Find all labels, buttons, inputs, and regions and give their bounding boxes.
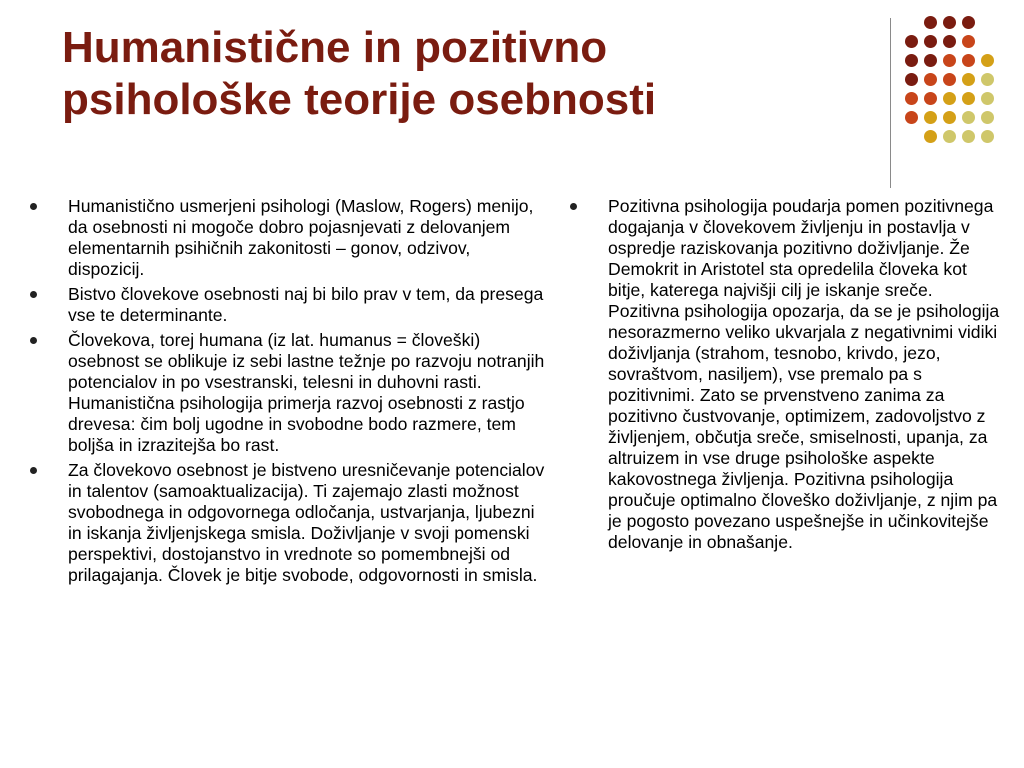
decorative-dot [981,111,994,124]
decorative-dot [943,16,956,29]
decorative-dot [924,73,937,86]
slide-title-line-2: psihološke teorije osebnosti [62,75,657,124]
bullet-text: Človekova, torej humana (iz lat. humanus = človeški) osebnost se oblikuje iz sebi lastne težnje po razvoju notranjih potencialov in po vsestranski, telesni in duhovni rasti. Humanistična psihologija primerja razvoj osebnosti z rastjo drevesa: čim bolj ugodne in svobodne bodo razmere, tem boljša in izrazitejša bo rast. [68,330,545,455]
list-item [28,330,548,456]
decorative-dot [905,54,918,67]
bullet-icon [30,291,37,298]
bullet-text: Bistvo človekove osebnosti naj bi bilo prav v tem, da presega vse te determinante. [68,284,544,325]
decorative-dot [905,73,918,86]
bullet-text: Humanistično usmerjeni psihologi (Maslow, Rogers) menijo, da osebnosti ni mogoče dobro pojasnjevati z delovanjem elementarnih psihičnih zakonitosti – gonov, odzivov, dispozicij. [68,196,534,279]
decorative-dot [943,130,956,143]
decorative-dot [943,73,956,86]
decorative-dot [981,54,994,67]
slide-title [62,22,862,126]
bullet-text: Za človekovo osebnost je bistveno uresničevanje potencialov in talentov (samoaktualizacija). Ti zajemajo zlasti možnost svobodnega in odgovornega odločanja, ustvarjanja, ljubezni in iskanja življenjskega smisla. Doživljanje v svoji pomenski perspektivi, dostojanstvo in vrednote so pomembnejši od prilagajanja. Človek je bitje svobode, odgovornosti in smisla. [68,460,545,585]
decorative-dot [924,130,937,143]
decorative-dot [981,73,994,86]
list-item [28,196,548,280]
left-bullet-list [28,196,548,586]
decorative-dot [943,92,956,105]
decorative-dot [924,111,937,124]
left-column [28,196,548,590]
list-item [28,460,548,586]
decorative-dot [962,54,975,67]
decorative-dot [962,16,975,29]
right-bullet-list [568,196,1000,553]
decorative-dot [981,130,994,143]
decorative-dot [962,92,975,105]
decorative-dot [962,111,975,124]
bullet-icon [30,203,37,210]
decorative-dot [924,35,937,48]
decorative-dot [943,54,956,67]
decorative-dot [905,35,918,48]
decorative-dot [924,54,937,67]
right-column [568,196,1000,557]
divider-line [890,18,891,188]
decorative-dot [924,92,937,105]
decorative-dot [905,111,918,124]
bullet-icon [30,467,37,474]
decorative-dot [905,92,918,105]
decorative-dot [924,16,937,29]
decorative-dot [943,35,956,48]
bullet-icon [570,203,577,210]
list-item [28,284,548,326]
slide-title-line-1: Humanistične in pozitivno [62,23,608,72]
decorative-dot [943,111,956,124]
bullet-text: Pozitivna psihologija poudarja pomen pozitivnega dogajanja v človekovem življenju in postavlja v ospredje raziskovanja pozitivno doživljanje. Že Demokrit in Aristotel sta opredelila človeka kot bitje, katerega najvišji cilj je iskanje sreče. Pozitivna psihologija opozarja, da se je psihologija nesorazmerno veliko ukvarjala z negativnimi vidiki doživljanja (strahom, tesnobo, krivdo, jezo, sovraštvom, nasiljem), vse premalo pa s pozitivnimi. Zato se prvenstveno zanima za pozitivno čustvovanje, optimizem, zadovoljstvo z življenjem, občutja sreče, smiselnosti, upanja, za altruizem in vse druge psihološke aspekte kakovostnega življenja. Pozitivna psihologija proučuje optimalno človeško doživljanje, z njim pa je pogosto povezano uspešnejše in učinkovitejše delovanje in obnašanje. [608,196,1000,552]
bullet-icon [30,337,37,344]
list-item [568,196,1000,553]
decorative-dot [981,92,994,105]
decorative-dot [962,35,975,48]
decorative-dot [962,130,975,143]
decorative-dot [962,73,975,86]
